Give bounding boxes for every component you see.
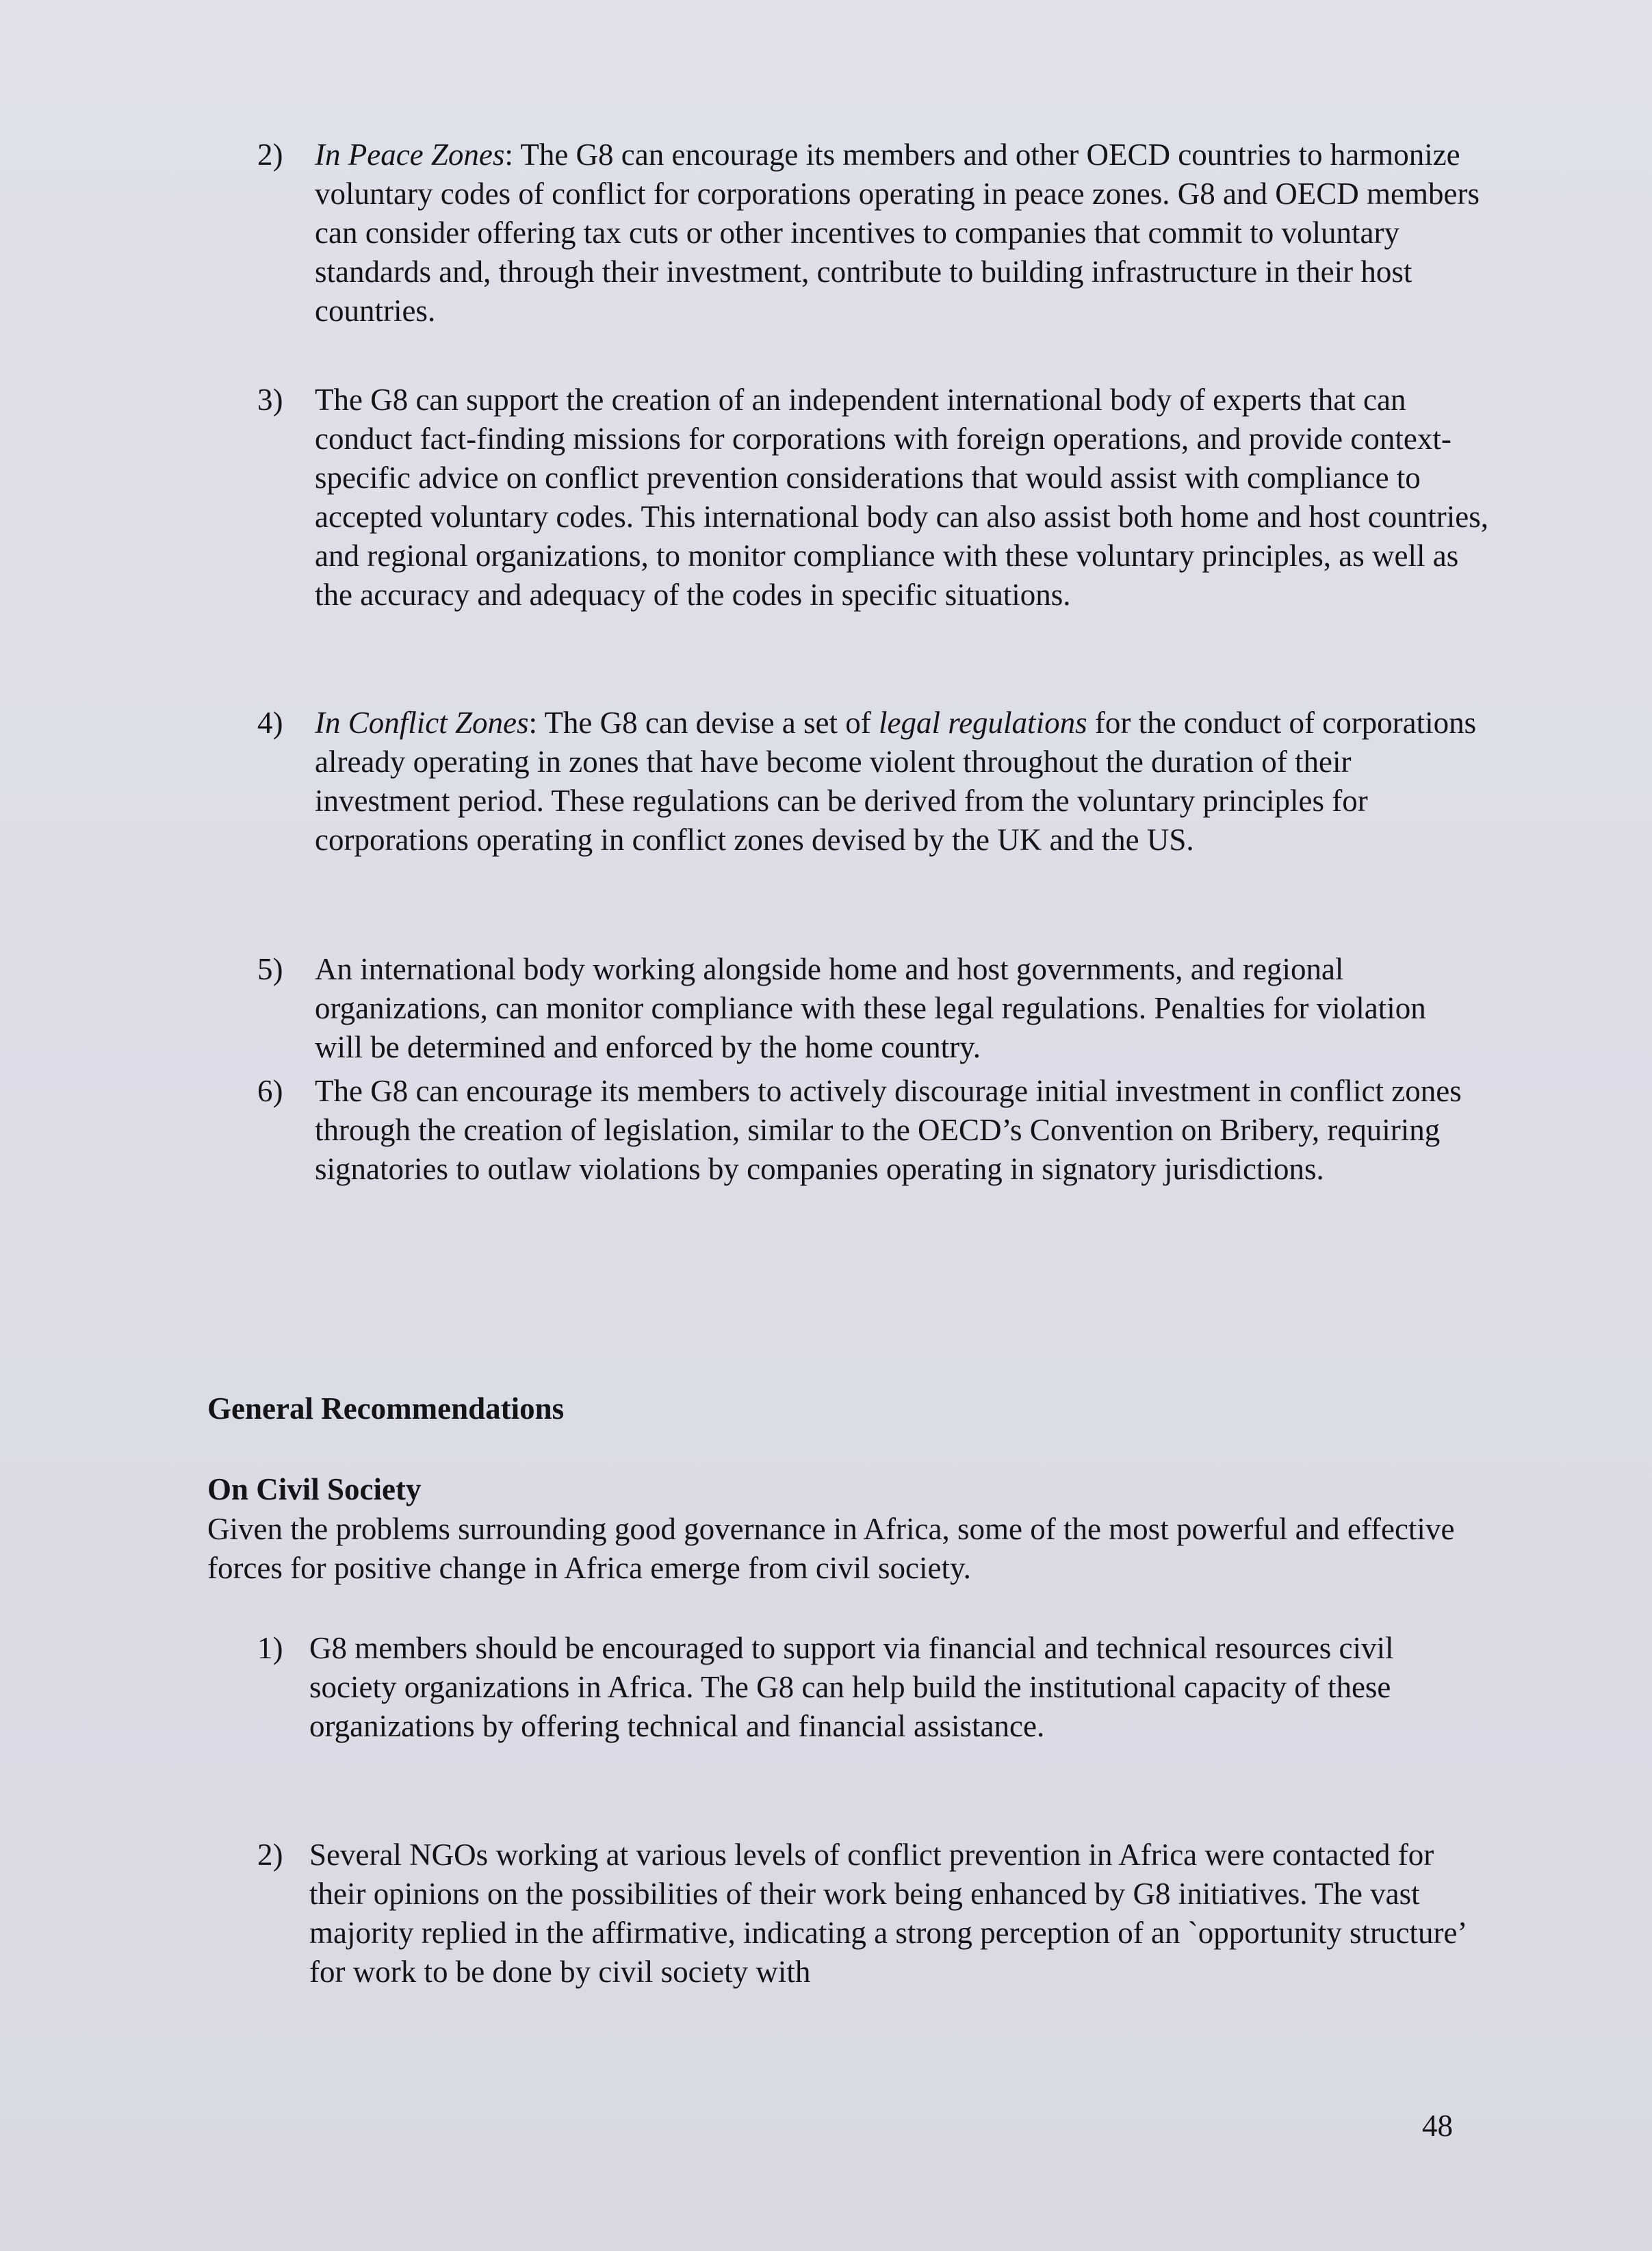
item-lead: In Conflict Zones (315, 706, 529, 740)
item-number: 4) (257, 706, 283, 740)
subheading: On Civil Society (207, 1472, 422, 1506)
item-emphasis: legal regulations (879, 706, 1087, 740)
item-text: Several NGOs working at various levels of conflict prevention in Africa were contacted for their opinions on the possibilities of their work being enhanced by G8 initiatives. The vast majority replied in the affirmative, indicating a strong perception of an `opportunity structure’ for work to be done by civil society with (309, 1838, 1466, 1989)
item-number: 6) (257, 1074, 283, 1108)
item-text: In Conflict Zones: The G8 can devise a set of legal regulations for the conduct of corporations already operating in zones that have become violent throughout the duration of their investment period. These regulations can be derived from the voluntary principles for corporations operating in conflict zones devised by the UK and the US. (315, 706, 1477, 857)
item-number: 2) (257, 138, 283, 172)
item-text: The G8 can encourage its members to actively discourage initial investment in conflict zones through the creation of legislation, similar to the OECD’s Convention on Bribery, requiring signatories to outlaw violations by companies operating in signatory jurisdictions. (315, 1074, 1462, 1186)
item-text: G8 members should be encouraged to support via financial and technical resources civil society organizations in Africa. The G8 can help build the institutional capacity of these organizations by offering technical and financial assistance. (309, 1631, 1394, 1743)
page-number: 48 (1422, 2109, 1453, 2143)
item-text: In Peace Zones: The G8 can encourage its members and other OECD countries to harmonize voluntary codes of conflict for corporations operating in peace zones. G8 and OECD members can consider offering tax cuts or other incentives to companies that commit to voluntary standards and, through their investment, contribute to building infrastructure in their host countries. (315, 138, 1480, 328)
item-number: 3) (257, 383, 283, 417)
item-text: The G8 can support the creation of an independent international body of experts that can conduct fact-finding missions for corporations with foreign operations, and provide context-specific advice on conflict prevention considerations that would assist with compliance to accepted voluntary codes. This international body can also assist both home and host countries, and regional organizations, to monitor compliance with these voluntary principles, as well as the accuracy and adequacy of the codes in specific situations. (315, 383, 1489, 612)
item-number: 2) (257, 1838, 283, 1872)
intro-paragraph: Given the problems surrounding good governance in Africa, some of the most powerful and effective forces for positive change in Africa emerge from civil society. (207, 1512, 1455, 1585)
bleed-through (205, 356, 213, 395)
item-lead: In Peace Zones (315, 138, 505, 172)
item-number: 5) (257, 952, 283, 986)
item-number: 1) (257, 1631, 283, 1665)
section-heading: General Recommendations (207, 1391, 565, 1426)
item-text: An international body working alongside home and host governments, and regional organizations, can monitor compliance with these legal regulations. Penalties for violation will be determined and enforced by the home country. (315, 952, 1426, 1064)
